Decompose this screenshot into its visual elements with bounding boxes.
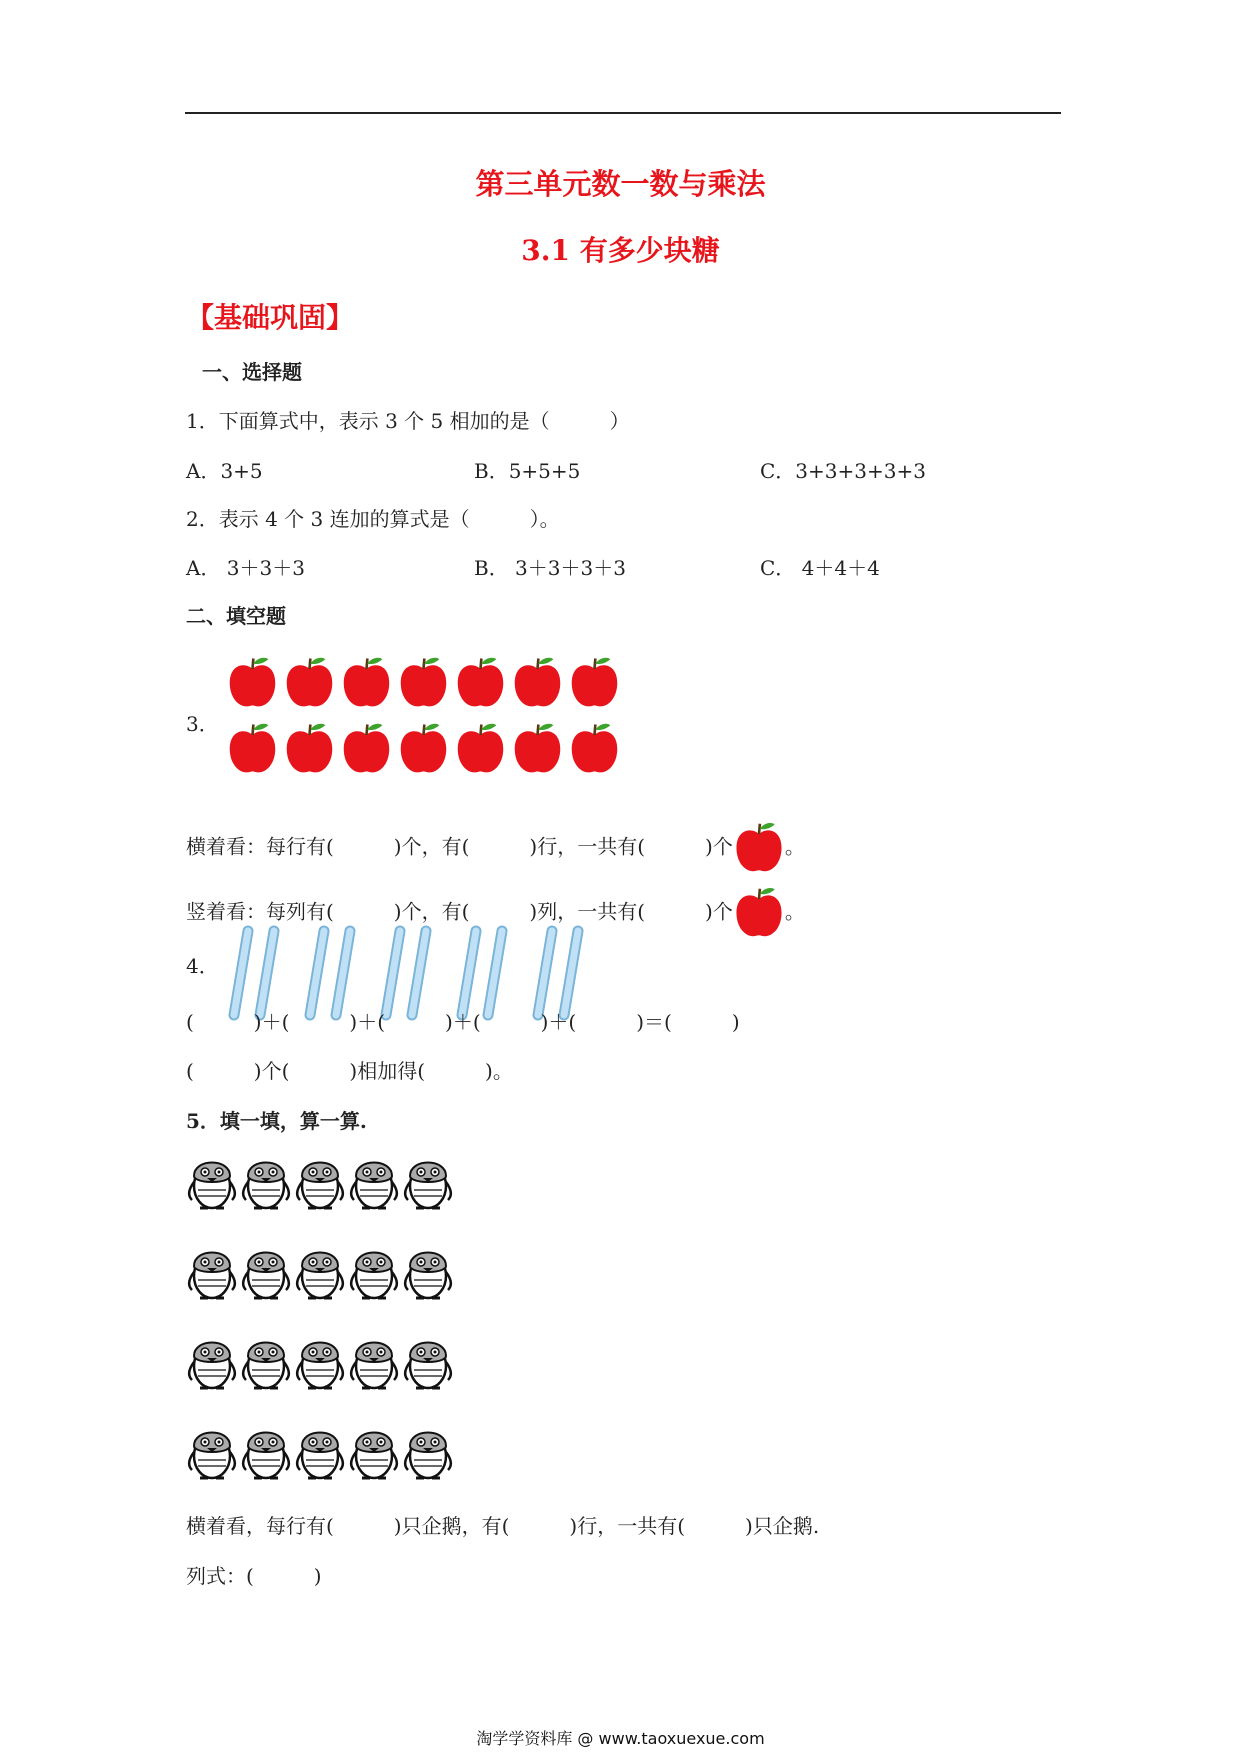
apple-icon [226,655,279,711]
penguin-icon [240,1238,292,1302]
q3-line1-text[interactable]: 横着看：每行有( )个，有( )行，一共有( )个 [186,834,733,859]
q3-line1-end: 。 [784,834,805,859]
apple-icon [340,721,393,777]
penguin-row [186,1148,454,1212]
penguin-icon [402,1238,454,1302]
q3-line1 [186,820,805,876]
apple-icon [511,721,564,777]
apple-icon [340,655,393,711]
apple-icon [283,655,336,711]
q1-option-b[interactable]: B．5+5+5 [474,459,581,483]
penguin-icon [294,1328,346,1392]
q1-option-c[interactable]: C．3+3+3+3+3 [760,459,926,483]
penguin-icon [294,1148,346,1212]
q3-line2-text[interactable]: 竖着看：每列有( )个，有( )列，一共有( )个 [186,899,733,924]
penguin-icon [240,1148,292,1212]
q1-stem: 1．下面算式中，表示 3 个 5 相加的是（ ） [186,409,630,433]
apple-icon [397,721,450,777]
apple-row [226,655,621,711]
q5-line2[interactable]: 列式：( ) [186,1564,322,1588]
unit-title: 第三单元数一数与乘法 [475,167,766,201]
penguin-icon [186,1148,238,1212]
penguin-icon [402,1328,454,1392]
q4-line2[interactable]: ( )个( )相加得( )。 [186,1059,513,1083]
penguin-icon [348,1238,400,1302]
penguin-row [186,1418,454,1482]
penguin-icon [240,1328,292,1392]
apple-icon [733,820,785,876]
penguin-icon [186,1418,238,1482]
penguin-icon [348,1328,400,1392]
apple-icon [568,721,621,777]
q2-option-a[interactable]: A． 3＋3＋3 [186,556,305,580]
q3-number: 3． [186,712,219,736]
penguin-row [186,1238,454,1302]
apple-icon [454,655,507,711]
penguin-icon [402,1418,454,1482]
part2-heading: 二、填空题 [186,604,286,628]
lesson-title: 3.1 有多少块糖 [521,234,720,267]
q4-number: 4． [186,954,219,978]
apple-icon [511,655,564,711]
penguin-icon [348,1418,400,1482]
q2-stem: 2．表示 4 个 3 连加的算式是（ ）。 [186,507,560,531]
section-tag: 【基础巩固】 [186,301,355,334]
q1-option-a[interactable]: A．3+5 [186,459,263,483]
penguin-icon [294,1238,346,1302]
penguin-icon [402,1148,454,1212]
apple-row [226,721,621,777]
penguin-icon [186,1328,238,1392]
apple-icon [226,721,279,777]
q5-stem: 5．填一填，算一算. [186,1109,367,1133]
q2-option-b[interactable]: B． 3＋3＋3＋3 [474,556,626,580]
penguin-icon [240,1418,292,1482]
apple-icon [568,655,621,711]
q5-line1[interactable]: 横着看，每行有( )只企鹅，有( )行，一共有( )只企鹅. [186,1514,820,1538]
q4-line1[interactable]: ( )＋( )＋( )＋( )＋( )＝( ) [186,1010,740,1034]
penguin-icon [348,1148,400,1212]
q2-option-c[interactable]: C． 4＋4＋4 [760,556,880,580]
apple-icon [397,655,450,711]
apple-icon [283,721,336,777]
apple-icon [733,885,785,941]
penguin-icon [186,1238,238,1302]
part1-heading: 一、选择题 [202,360,302,384]
penguin-row [186,1328,454,1392]
apple-icon [454,721,507,777]
penguin-icon [294,1418,346,1482]
header-rule [185,112,1061,114]
q3-line2-end: 。 [784,899,805,924]
apple-grid [226,655,621,787]
footer-text: 淘学学资料库 @ www.taoxuexue.com [476,1729,765,1748]
